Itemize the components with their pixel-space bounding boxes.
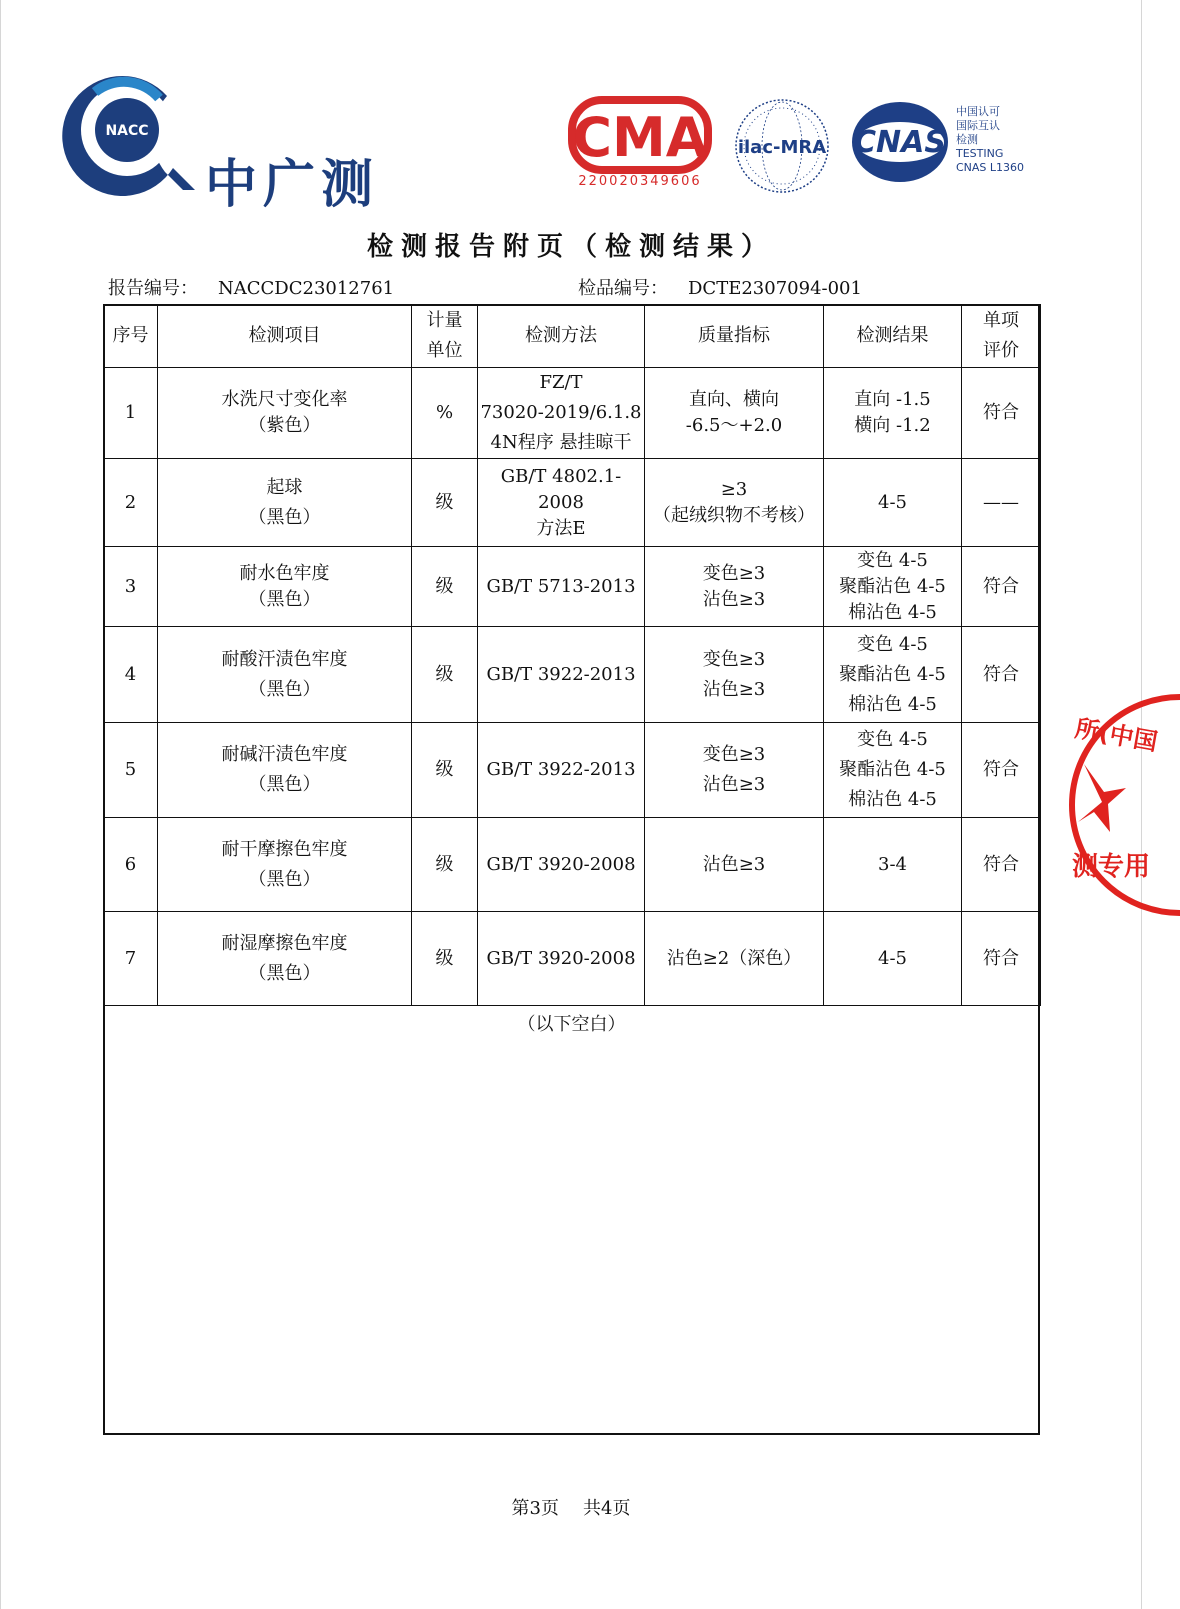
cell-method-line: FZ/T xyxy=(539,372,583,393)
ilac-text: ilac-MRA xyxy=(737,137,827,158)
cnas-logo-text: CNAS xyxy=(854,125,946,160)
cell-method-line: 73020-2019/6.1.8 xyxy=(480,402,642,423)
cell-result-line: 棉沾色 4-5 xyxy=(848,693,937,715)
cell-method xyxy=(478,459,645,547)
cell-requirement-line: 变色≥3 xyxy=(702,648,766,670)
ilac-globe-icon xyxy=(733,97,831,195)
cnas-caption-line: TESTING xyxy=(956,147,1004,160)
cell-method xyxy=(478,368,645,459)
cell-index: 3 xyxy=(104,547,158,627)
cell-item xyxy=(158,912,412,1006)
cell-method: GB/T 3920-2008 xyxy=(478,912,645,1006)
cell-item-line: （黑色） xyxy=(248,506,321,528)
cell-result-line: 聚酯沾色 4-5 xyxy=(839,575,946,597)
cell-item-line: 耐干摩擦色牢度 xyxy=(221,838,348,860)
cell-index: 2 xyxy=(104,459,158,547)
cell-verdict: 符合 xyxy=(962,547,1041,627)
cell-result xyxy=(824,368,962,459)
document-title: 检测报告附页（检测结果） xyxy=(366,232,775,262)
cell-unit: 级 xyxy=(412,818,478,912)
table-row xyxy=(104,723,1041,818)
seal-text-top: 所(中国 xyxy=(1072,714,1160,757)
cell-item-line: 耐酸汗渍色牢度 xyxy=(221,648,348,670)
cell-unit: 级 xyxy=(412,627,478,723)
cell-requirement-line: 沾色≥3 xyxy=(702,774,766,795)
nacc-logo-text: NACC xyxy=(105,123,149,139)
cell-item-line: 起球 xyxy=(266,476,303,498)
cell-unit: 级 xyxy=(412,459,478,547)
cma-mark-icon xyxy=(570,96,710,176)
cell-method: GB/T 3922-2013 xyxy=(478,627,645,723)
cnas-caption-line: 检测 xyxy=(956,133,978,146)
cell-method-line: 方法E xyxy=(536,517,586,539)
nacc-ring-icon xyxy=(55,68,205,198)
header-item: 检测项目 xyxy=(158,305,412,368)
cell-result: 3-4 xyxy=(824,818,962,912)
header-unit xyxy=(412,305,478,368)
cell-requirement-line: 沾色≥3 xyxy=(702,588,766,610)
table-header-row xyxy=(104,305,1041,368)
header-index: 序号 xyxy=(104,305,158,368)
sample-number xyxy=(578,274,862,300)
cell-item-line: （黑色） xyxy=(248,868,321,890)
cell-requirement-line: 直向、横向 xyxy=(689,389,779,410)
cell-requirement-line: -6.5～+2.0 xyxy=(685,415,783,436)
cell-method: GB/T 5713-2013 xyxy=(478,547,645,627)
cell-verdict: —— xyxy=(962,459,1041,547)
cma-logo xyxy=(570,96,710,196)
cell-unit: % xyxy=(412,368,478,459)
report-number-value: NACCDC23012761 xyxy=(218,278,395,299)
cell-requirement xyxy=(645,723,824,818)
cnas-caption-line: CNAS L1360 xyxy=(956,161,1025,174)
table-row xyxy=(104,912,1041,1006)
cma-number: 220020349606 xyxy=(578,174,702,189)
table-row xyxy=(104,368,1041,459)
cell-requirement-line: ≥3 xyxy=(720,478,748,500)
cma-letters: CMA xyxy=(572,106,708,169)
cell-index: 7 xyxy=(104,912,158,1006)
cell-item-line: 水洗尺寸变化率 xyxy=(221,389,348,410)
cell-item xyxy=(158,368,412,459)
cell-result-line: 棉沾色 4-5 xyxy=(848,601,937,623)
table-row xyxy=(104,627,1041,723)
page-footer xyxy=(0,1494,1142,1520)
cnas-logo xyxy=(850,100,1030,190)
cell-result-line: 聚酯沾色 4-5 xyxy=(839,759,946,780)
cell-result: 4-5 xyxy=(824,912,962,1006)
table-row xyxy=(104,547,1041,627)
cell-verdict: 符合 xyxy=(962,818,1041,912)
cnas-mark-icon xyxy=(850,100,950,184)
cell-result: 4-5 xyxy=(824,459,962,547)
header-verdict xyxy=(962,305,1041,368)
cell-item xyxy=(158,547,412,627)
cell-requirement xyxy=(645,459,824,547)
cell-verdict: 符合 xyxy=(962,912,1041,1006)
cell-verdict: 符合 xyxy=(962,627,1041,723)
cell-requirement: 沾色≥3 xyxy=(645,818,824,912)
cell-item-line: （黑色） xyxy=(248,962,321,984)
cell-requirement xyxy=(645,368,824,459)
cell-requirement-line: 变色≥3 xyxy=(702,744,766,765)
cell-unit: 级 xyxy=(412,723,478,818)
cell-result-line: 棉沾色 4-5 xyxy=(848,789,937,810)
cell-verdict: 符合 xyxy=(962,723,1041,818)
cell-index: 1 xyxy=(104,368,158,459)
cnas-caption-line: 国际互认 xyxy=(956,119,1000,132)
cell-unit: 级 xyxy=(412,912,478,1006)
page-number: 第3页 xyxy=(511,1498,559,1519)
cnas-caption xyxy=(956,105,1024,175)
header-unit-line: 单位 xyxy=(426,340,463,361)
blank-below-note: （以下空白） xyxy=(517,1014,626,1035)
page-total: 共4页 xyxy=(583,1498,631,1519)
cell-item-line: 耐水色牢度 xyxy=(239,562,330,584)
cell-item xyxy=(158,459,412,547)
cell-item xyxy=(158,818,412,912)
sample-number-value: DCTE2307094-001 xyxy=(688,278,862,299)
cell-result xyxy=(824,627,962,723)
ilac-mra-logo xyxy=(733,97,831,195)
cell-item xyxy=(158,723,412,818)
cell-method: GB/T 3922-2013 xyxy=(478,723,645,818)
cell-item xyxy=(158,627,412,723)
cell-method: GB/T 3920-2008 xyxy=(478,818,645,912)
nacc-logo xyxy=(55,68,385,215)
sample-number-label: 检品编号： xyxy=(578,278,668,299)
cell-item-line: （黑色） xyxy=(248,678,321,700)
cell-unit: 级 xyxy=(412,547,478,627)
table-row xyxy=(104,818,1041,912)
cell-index: 5 xyxy=(104,723,158,818)
cell-item-line: （黑色） xyxy=(248,588,321,610)
report-number xyxy=(108,274,394,300)
header-unit-line: 计量 xyxy=(426,310,463,331)
cell-index: 4 xyxy=(104,627,158,723)
cell-index: 6 xyxy=(104,818,158,912)
cell-method-line: GB/T 4802.1-2008 xyxy=(500,465,622,513)
cell-item-line: （紫色） xyxy=(248,415,321,436)
seal-stamp-icon xyxy=(1070,690,1180,920)
cell-item-line: 耐碱汗渍色牢度 xyxy=(221,744,348,765)
results-table xyxy=(103,304,1041,1006)
cell-result xyxy=(824,547,962,627)
cell-result-line: 变色 4-5 xyxy=(857,729,928,750)
report-number-label: 报告编号： xyxy=(108,278,198,299)
cell-item-line: 耐湿摩擦色牢度 xyxy=(221,932,348,954)
cell-requirement xyxy=(645,627,824,723)
header-method: 检测方法 xyxy=(478,305,645,368)
cell-result-line: 变色 4-5 xyxy=(857,633,928,655)
brand-name: 中广测 xyxy=(205,155,380,215)
seal-text-bottom: 测专用 xyxy=(1072,852,1151,882)
cell-requirement: 沾色≥2（深色） xyxy=(645,912,824,1006)
header-verdict-line: 评价 xyxy=(983,340,1019,361)
cnas-caption-line: 中国认可 xyxy=(956,105,1000,118)
cell-result-line: 聚酯沾色 4-5 xyxy=(839,663,946,685)
header-requirement: 质量指标 xyxy=(645,305,824,368)
cell-item-line: （黑色） xyxy=(248,774,321,795)
header-verdict-line: 单项 xyxy=(983,310,1019,331)
cell-method-line: 4N程序 悬挂晾干 xyxy=(490,432,632,453)
cell-verdict: 符合 xyxy=(962,368,1041,459)
cell-result-line: 变色 4-5 xyxy=(857,549,928,571)
cell-result-line: 直向 -1.5 xyxy=(854,389,931,410)
official-seal xyxy=(1070,690,1180,920)
cell-requirement-line: 沾色≥3 xyxy=(702,678,766,700)
cell-result-line: 横向 -1.2 xyxy=(854,415,931,436)
table-row xyxy=(104,459,1041,547)
cell-result xyxy=(824,723,962,818)
cell-requirement-line: 变色≥3 xyxy=(702,562,766,584)
cell-requirement xyxy=(645,547,824,627)
cell-requirement-line: （起绒织物不考核） xyxy=(653,504,815,526)
header-result: 检测结果 xyxy=(824,305,962,368)
